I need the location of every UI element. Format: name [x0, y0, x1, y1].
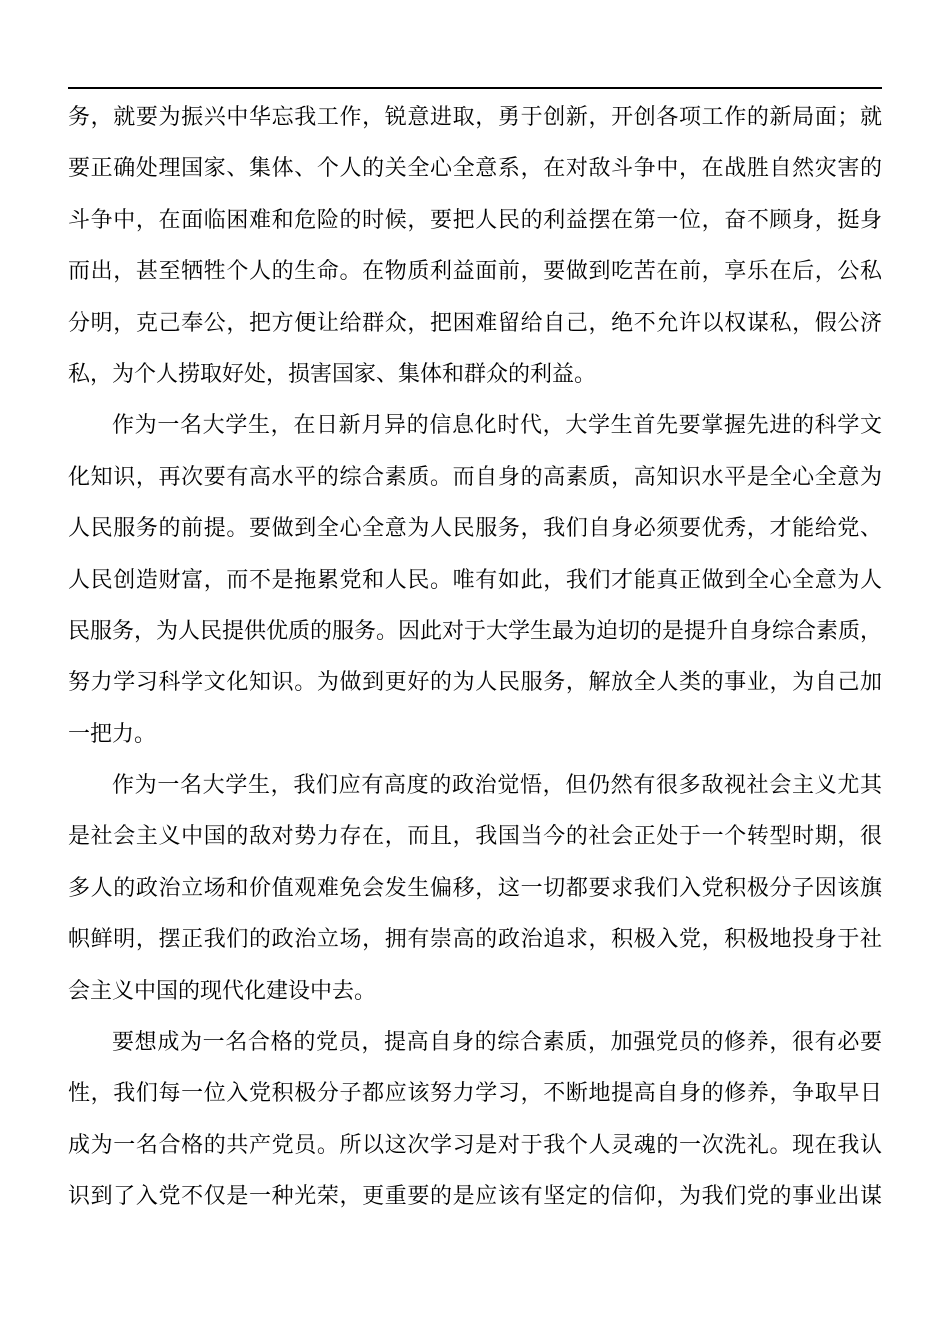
text-line: 帜鲜明，摆正我们的政治立场，拥有崇高的政治追求，积极入党，积极地投身于社 [68, 927, 882, 953]
text-line: 斗争中，在面临困难和危险的时候，要把人民的利益摆在第一位，奋不顾身，挺身 [68, 207, 882, 233]
text-line: 性，我们每一位入党积极分子都应该努力学习，不断地提高自身的修养，争取早日 [68, 1081, 882, 1107]
text-line: 化知识，再次要有高水平的综合素质。而自身的高素质，高知识水平是全心全意为 [68, 464, 882, 490]
text-line: 分明，克己奉公，把方便让给群众，把困难留给自己，绝不允许以权谋私，假公济 [68, 310, 882, 336]
text-line: 会主义中国的现代化建设中去。 [68, 978, 377, 1004]
text-line: 而出，甚至牺牲个人的生命。在物质利益面前，要做到吃苦在前，享乐在后，公私 [68, 259, 882, 285]
text-line: 要想成为一名合格的党员，提高自身的综合素质，加强党员的修养，很有必要 [112, 1030, 882, 1056]
paragraph-2 [68, 400, 882, 760]
header-rule [68, 87, 882, 89]
paragraph-4 [68, 1017, 882, 1223]
text-line: 人民服务的前提。要做到全心全意为人民服务，我们自身必须要优秀，才能给党、 [68, 516, 882, 542]
paragraph-1 [68, 92, 882, 400]
text-line: 私，为个人捞取好处，损害国家、集体和群众的利益。 [68, 361, 597, 387]
text-line: 是社会主义中国的敌对势力存在，而且，我国当今的社会正处于一个转型时期，很 [68, 824, 882, 850]
text-line: 作为一名大学生，在日新月异的信息化时代，大学生首先要掌握先进的科学文 [112, 413, 882, 439]
text-line: 务，就要为振兴中华忘我工作，锐意进取，勇于创新，开创各项工作的新局面；就 [68, 105, 882, 130]
text-line: 要正确处理国家、集体、个人的关全心全意系，在对敌斗争中，在战胜自然灾害的 [68, 156, 882, 182]
text-line: 作为一名大学生，我们应有高度的政治觉悟，但仍然有很多敌视社会主义尤其 [112, 773, 882, 799]
document-body [68, 92, 882, 1223]
text-line: 民服务，为人民提供优质的服务。因此对于大学生最为迫切的是提升自身综合素质， [68, 618, 883, 644]
text-line: 一把力。 [68, 721, 157, 747]
text-line: 努力学习科学文化知识。为做到更好的为人民服务，解放全人类的事业，为自己加 [68, 670, 882, 696]
text-line: 识到了入党不仅是一种光荣，更重要的是应该有坚定的信仰，为我们党的事业出谋 [68, 1184, 882, 1210]
text-line: 人民创造财富，而不是拖累党和人民。唯有如此，我们才能真正做到全心全意为人 [68, 567, 882, 593]
paragraph-3 [68, 760, 882, 1017]
text-line: 成为一名合格的共产党员。所以这次学习是对于我个人灵魂的一次洗礼。现在我认 [68, 1132, 882, 1158]
text-line: 多人的政治立场和价值观难免会发生偏移，这一切都要求我们入党积极分子因该旗 [68, 875, 882, 901]
